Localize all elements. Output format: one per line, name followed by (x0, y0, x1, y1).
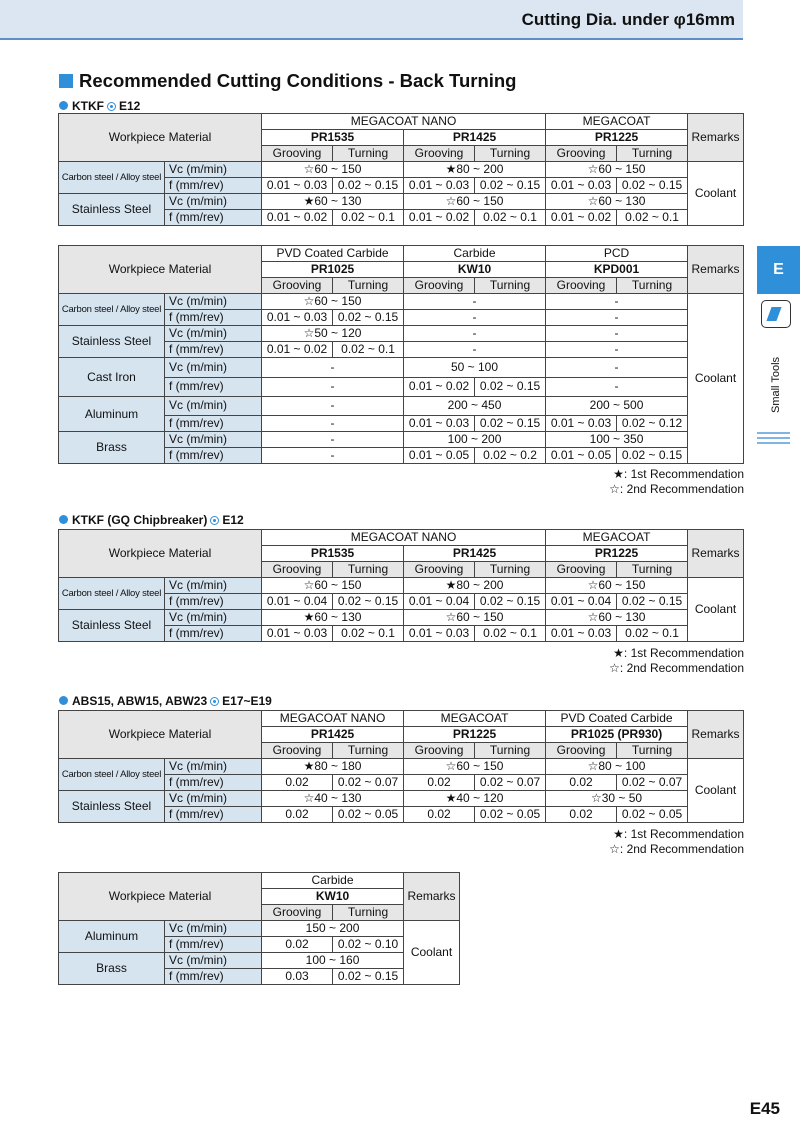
cell-value: 0.01 ~ 0.02 (404, 377, 475, 397)
cell-value: 0.02 (262, 937, 333, 953)
cell-value: - (546, 342, 688, 358)
remarks-header: Remarks (688, 246, 744, 294)
header-divider (0, 38, 743, 40)
cell-value: ☆60 ~ 150 (546, 578, 688, 594)
grade-name: KW10 (262, 889, 404, 905)
cell-value: 0.02 (404, 775, 475, 791)
grade-name: PR1225 (546, 546, 688, 562)
cell-value: 0.01 ~ 0.04 (546, 594, 617, 610)
legend (609, 827, 744, 857)
material-aluminum: Aluminum (59, 921, 165, 953)
grooving-header: Grooving (262, 278, 333, 294)
subheading-ktkf-gq: KTKF (GQ Chipbreaker) E12 (59, 513, 244, 527)
cell-value: 0.02 ~ 0.15 (333, 969, 404, 985)
cell-value: 0.02 ~ 0.05 (617, 807, 688, 823)
param-vc: Vc (m/min) (165, 194, 262, 210)
cell-value: 0.01 ~ 0.03 (262, 310, 333, 326)
grooving-header: Grooving (262, 562, 333, 578)
param-vc: Vc (m/min) (165, 610, 262, 626)
cell-value: ☆60 ~ 150 (262, 578, 404, 594)
grooving-header: Grooving (262, 905, 333, 921)
header-band (0, 0, 743, 38)
grade-name: PR1425 (404, 546, 546, 562)
grade-name: PR1025 (PR930) (546, 727, 688, 743)
param-f: f (mm/rev) (165, 775, 262, 791)
grooving-header: Grooving (262, 146, 333, 162)
cell-value: 0.01 ~ 0.03 (262, 178, 333, 194)
param-vc: Vc (m/min) (165, 326, 262, 342)
material-aluminum: Aluminum (59, 397, 165, 432)
cell-value: 0.01 ~ 0.03 (404, 626, 475, 642)
cell-value: 0.02 ~ 0.15 (475, 178, 546, 194)
coating-group: Carbide (262, 873, 404, 889)
cell-value: - (262, 358, 404, 378)
material-stainless: Stainless Steel (59, 326, 165, 358)
turning-header: Turning (333, 562, 404, 578)
grade-name: KW10 (404, 262, 546, 278)
grooving-header: Grooving (546, 562, 617, 578)
cell-value: 0.02 ~ 0.15 (475, 377, 546, 397)
grade-name: PR1535 (262, 130, 404, 146)
param-vc: Vc (m/min) (165, 397, 262, 416)
side-label-small-tools: Small Tools (770, 356, 782, 414)
param-f: f (mm/rev) (165, 377, 262, 397)
cell-value: - (404, 326, 546, 342)
cell-value: 0.01 ~ 0.05 (546, 448, 617, 464)
cell-value: 0.02 ~ 0.15 (475, 594, 546, 610)
workpiece-material-header: Workpiece Material (59, 246, 262, 294)
legend-first: ★: 1st Recommendation (613, 827, 744, 841)
legend-first: ★: 1st Recommendation (613, 467, 744, 481)
cell-value: 0.01 ~ 0.03 (546, 415, 617, 431)
cell-value: 0.02 ~ 0.2 (475, 448, 546, 464)
subheading-abs-abw: ABS15, ABW15, ABW23 E17~E19 (59, 694, 272, 708)
cell-value: 0.01 ~ 0.03 (546, 178, 617, 194)
legend (609, 467, 744, 497)
cell-value: - (262, 415, 404, 431)
cell-value: 0.02 ~ 0.07 (475, 775, 546, 791)
turning-header: Turning (475, 562, 546, 578)
cell-value: ★60 ~ 130 (262, 610, 404, 626)
cell-value: ☆60 ~ 150 (404, 194, 546, 210)
cell-value: 0.02 ~ 0.05 (475, 807, 546, 823)
cell-value: ★60 ~ 130 (262, 194, 404, 210)
cell-value: 200 ~ 450 (404, 397, 546, 416)
cell-value: 0.01 ~ 0.03 (404, 178, 475, 194)
param-f: f (mm/rev) (165, 626, 262, 642)
cell-value: 0.02 ~ 0.1 (333, 210, 404, 226)
bullet-icon (59, 515, 68, 524)
bullet-icon (59, 696, 68, 705)
param-vc: Vc (m/min) (165, 162, 262, 178)
cell-value: 100 ~ 200 (404, 432, 546, 448)
cell-value: 0.01 ~ 0.03 (262, 626, 333, 642)
page-number: E45 (749, 1099, 780, 1118)
grooving-header: Grooving (404, 743, 475, 759)
material-brass: Brass (59, 953, 165, 985)
cell-value: ☆80 ~ 100 (546, 759, 688, 775)
param-f: f (mm/rev) (165, 178, 262, 194)
cell-value: - (546, 294, 688, 310)
turning-header: Turning (333, 278, 404, 294)
workpiece-material-header: Workpiece Material (59, 711, 262, 759)
param-vc: Vc (m/min) (165, 432, 262, 448)
turning-header: Turning (475, 743, 546, 759)
cell-value: ☆40 ~ 130 (262, 791, 404, 807)
cell-value: 0.01 ~ 0.02 (404, 210, 475, 226)
cell-value: 0.02 ~ 0.1 (475, 626, 546, 642)
tool-insert-icon (766, 307, 781, 321)
cell-value: 0.02 ~ 0.1 (617, 626, 688, 642)
cell-value: ★40 ~ 120 (404, 791, 546, 807)
grade-name: PR1225 (404, 727, 546, 743)
cell-value: 150 ~ 200 (262, 921, 404, 937)
grade-name: PR1425 (262, 727, 404, 743)
cutting-table-3 (58, 529, 744, 642)
turning-header: Turning (617, 278, 688, 294)
remarks-header: Remarks (404, 873, 460, 921)
param-f: f (mm/rev) (165, 342, 262, 358)
page-header-title: Cutting Dia. under φ16mm (521, 10, 735, 29)
turning-header: Turning (475, 278, 546, 294)
cell-value: ☆60 ~ 150 (546, 162, 688, 178)
legend-second: ☆: 2nd Recommendation (609, 482, 744, 496)
material-stainless: Stainless Steel (59, 791, 165, 823)
legend-second: ☆: 2nd Recommendation (609, 661, 744, 675)
cell-value: - (404, 294, 546, 310)
reference-icon (107, 102, 116, 111)
grade-name: KPD001 (546, 262, 688, 278)
material-stainless: Stainless Steel (59, 610, 165, 642)
cutting-table-2 (58, 245, 744, 464)
cell-value: 0.03 (262, 969, 333, 985)
grooving-header: Grooving (546, 278, 617, 294)
cell-value: 0.02 ~ 0.07 (617, 775, 688, 791)
grooving-header: Grooving (546, 146, 617, 162)
coating-group: PCD (546, 246, 688, 262)
cell-value: - (262, 448, 404, 464)
grooving-header: Grooving (404, 146, 475, 162)
workpiece-material-header: Workpiece Material (59, 873, 262, 921)
param-f: f (mm/rev) (165, 937, 262, 953)
cell-value: ☆60 ~ 130 (546, 610, 688, 626)
remarks-coolant: Coolant (688, 759, 744, 823)
cell-value: 0.02 ~ 0.15 (333, 594, 404, 610)
side-stripes (757, 432, 790, 447)
param-f: f (mm/rev) (165, 415, 262, 431)
cell-value: ★80 ~ 200 (404, 578, 546, 594)
cell-value: 0.02 (262, 775, 333, 791)
cell-value: 0.02 ~ 0.10 (333, 937, 404, 953)
material-cast-iron: Cast Iron (59, 358, 165, 397)
cell-value: 0.01 ~ 0.02 (262, 342, 333, 358)
cell-value: ★80 ~ 180 (262, 759, 404, 775)
cell-value: 0.02 ~ 0.1 (333, 626, 404, 642)
cell-value: 0.02 ~ 0.15 (333, 310, 404, 326)
cell-value: - (404, 310, 546, 326)
cell-value: 100 ~ 160 (262, 953, 404, 969)
cell-value: 50 ~ 100 (404, 358, 546, 378)
grade-name: PR1425 (404, 130, 546, 146)
remarks-coolant: Coolant (688, 162, 744, 226)
cell-value: 0.02 ~ 0.05 (333, 807, 404, 823)
cell-value: 0.02 (546, 775, 617, 791)
cell-value: ☆60 ~ 130 (546, 194, 688, 210)
cell-value: - (404, 342, 546, 358)
remarks-coolant: Coolant (404, 921, 460, 985)
cell-value: 0.02 ~ 0.1 (475, 210, 546, 226)
coating-group: MEGACOAT (404, 711, 546, 727)
turning-header: Turning (333, 743, 404, 759)
param-vc: Vc (m/min) (165, 578, 262, 594)
cell-value: ☆60 ~ 150 (404, 759, 546, 775)
param-vc: Vc (m/min) (165, 953, 262, 969)
legend-second: ☆: 2nd Recommendation (609, 842, 744, 856)
grade-name: PR1225 (546, 130, 688, 146)
cell-value: 0.02 ~ 0.12 (617, 415, 688, 431)
remarks-header: Remarks (688, 711, 744, 759)
coating-group: MEGACOAT NANO (262, 530, 546, 546)
cell-value: - (546, 326, 688, 342)
cell-value: ☆50 ~ 120 (262, 326, 404, 342)
cell-value: 0.01 ~ 0.04 (262, 594, 333, 610)
param-vc: Vc (m/min) (165, 791, 262, 807)
turning-header: Turning (617, 562, 688, 578)
material-brass: Brass (59, 432, 165, 464)
material-carbon-alloy: Carbon steel / Alloy steel (59, 294, 165, 326)
cell-value: 0.02 ~ 0.1 (333, 342, 404, 358)
cell-value: 0.02 (262, 807, 333, 823)
bullet-icon (59, 101, 68, 110)
cell-value: 0.01 ~ 0.05 (404, 448, 475, 464)
section-title: Recommended Cutting Conditions - Back Turning (59, 70, 517, 92)
cell-value: 100 ~ 350 (546, 432, 688, 448)
remarks-header: Remarks (688, 530, 744, 578)
cell-value: - (262, 397, 404, 416)
cutting-table-4 (58, 710, 744, 823)
cell-value: 0.02 ~ 0.15 (617, 448, 688, 464)
param-f: f (mm/rev) (165, 594, 262, 610)
grooving-header: Grooving (404, 562, 475, 578)
cell-value: 0.02 ~ 0.15 (333, 178, 404, 194)
cell-value: - (546, 358, 688, 378)
cell-value: ★80 ~ 200 (404, 162, 546, 178)
coating-group: MEGACOAT (546, 114, 688, 130)
cell-value: ☆60 ~ 150 (262, 294, 404, 310)
grooving-header: Grooving (546, 743, 617, 759)
cell-value: 0.02 ~ 0.15 (617, 594, 688, 610)
param-f: f (mm/rev) (165, 807, 262, 823)
remarks-header: Remarks (688, 114, 744, 162)
grooving-header: Grooving (404, 278, 475, 294)
turning-header: Turning (617, 743, 688, 759)
cell-value: 0.01 ~ 0.02 (262, 210, 333, 226)
cutting-table-5 (58, 872, 460, 985)
coating-group: MEGACOAT NANO (262, 114, 546, 130)
coating-group: PVD Coated Carbide (546, 711, 688, 727)
cell-value: 0.02 (404, 807, 475, 823)
cell-value: - (546, 377, 688, 397)
cell-value: 0.02 ~ 0.07 (333, 775, 404, 791)
turning-header: Turning (333, 146, 404, 162)
param-vc: Vc (m/min) (165, 358, 262, 378)
section-tab-e[interactable]: E (757, 246, 800, 294)
material-stainless: Stainless Steel (59, 194, 165, 226)
coating-group: Carbide (404, 246, 546, 262)
material-carbon-alloy: Carbon steel / Alloy steel (59, 162, 165, 194)
cell-value: - (262, 432, 404, 448)
turning-header: Turning (333, 905, 404, 921)
coating-group: MEGACOAT (546, 530, 688, 546)
param-vc: Vc (m/min) (165, 759, 262, 775)
param-f: f (mm/rev) (165, 210, 262, 226)
param-f: f (mm/rev) (165, 310, 262, 326)
legend-first: ★: 1st Recommendation (613, 646, 744, 660)
reference-icon (210, 697, 219, 706)
turning-header: Turning (475, 146, 546, 162)
param-f: f (mm/rev) (165, 969, 262, 985)
param-vc: Vc (m/min) (165, 294, 262, 310)
workpiece-material-header: Workpiece Material (59, 530, 262, 578)
remarks-coolant: Coolant (688, 578, 744, 642)
grooving-header: Grooving (262, 743, 333, 759)
cell-value: ☆30 ~ 50 (546, 791, 688, 807)
turning-header: Turning (617, 146, 688, 162)
cell-value: 0.01 ~ 0.03 (404, 415, 475, 431)
cell-value: 0.01 ~ 0.03 (546, 626, 617, 642)
grade-name: PR1535 (262, 546, 404, 562)
param-vc: Vc (m/min) (165, 921, 262, 937)
grade-name: PR1025 (262, 262, 404, 278)
cell-value: 0.02 ~ 0.15 (617, 178, 688, 194)
cell-value: 0.01 ~ 0.04 (404, 594, 475, 610)
cell-value: ☆60 ~ 150 (404, 610, 546, 626)
remarks-coolant: Coolant (688, 294, 744, 464)
small-tool-icon (761, 300, 791, 328)
cutting-table-1 (58, 113, 744, 226)
cell-value: 0.01 ~ 0.02 (546, 210, 617, 226)
cell-value: 0.02 (546, 807, 617, 823)
material-carbon-alloy: Carbon steel / Alloy steel (59, 578, 165, 610)
coating-group: MEGACOAT NANO (262, 711, 404, 727)
cell-value: 0.02 ~ 0.15 (475, 415, 546, 431)
subheading-ktkf: KTKF E12 (59, 99, 140, 113)
cell-value: 0.02 ~ 0.1 (617, 210, 688, 226)
param-f: f (mm/rev) (165, 448, 262, 464)
square-bullet-icon (59, 74, 73, 88)
cell-value: 200 ~ 500 (546, 397, 688, 416)
reference-icon (210, 516, 219, 525)
workpiece-material-header: Workpiece Material (59, 114, 262, 162)
cell-value: - (546, 310, 688, 326)
cell-value: - (262, 377, 404, 397)
material-carbon-alloy: Carbon steel / Alloy steel (59, 759, 165, 791)
legend (609, 646, 744, 676)
coating-group: PVD Coated Carbide (262, 246, 404, 262)
cell-value: ☆60 ~ 150 (262, 162, 404, 178)
